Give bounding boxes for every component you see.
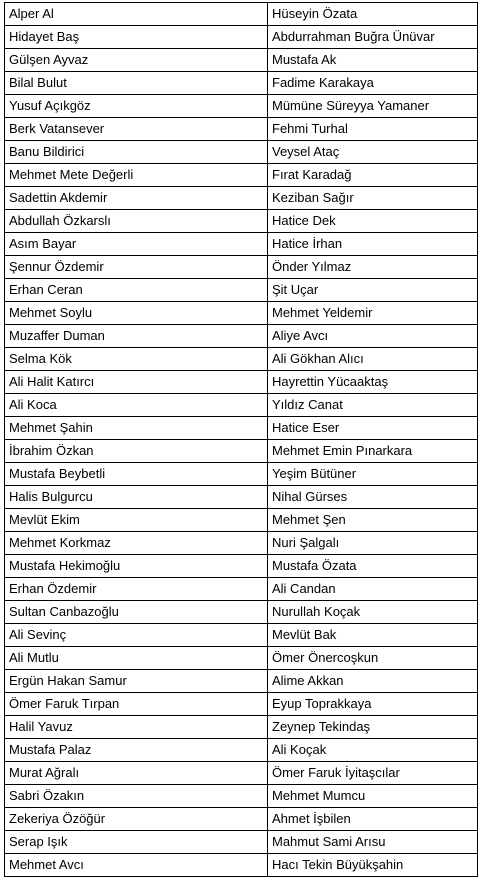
name-cell-left[interactable]: Ömer Faruk Tırpan (5, 693, 268, 716)
name-cell-right[interactable]: Şit Uçar (268, 279, 478, 302)
name-cell-left[interactable]: Mehmet Soylu (5, 302, 268, 325)
name-cell-left[interactable]: Gülşen Ayvaz (5, 49, 268, 72)
name-cell-right[interactable]: Ali Candan (268, 578, 478, 601)
name-cell-left[interactable]: Ali Sevinç (5, 624, 268, 647)
name-cell-left[interactable]: Ali Halit Katırcı (5, 371, 268, 394)
name-cell-left[interactable]: Halil Yavuz (5, 716, 268, 739)
name-cell-left[interactable]: Ergün Hakan Samur (5, 670, 268, 693)
name-cell-right[interactable]: Fadime Karakaya (268, 72, 478, 95)
name-cell-right[interactable]: Ömer Faruk İyitaşcılar (268, 762, 478, 785)
name-cell-left[interactable]: Erhan Özdemir (5, 578, 268, 601)
table-row (5, 601, 478, 624)
name-cell-left[interactable]: Mehmet Avcı (5, 854, 268, 877)
name-cell-left[interactable]: Mustafa Hekimoğlu (5, 555, 268, 578)
table-row (5, 348, 478, 371)
name-cell-left[interactable]: Serap Işık (5, 831, 268, 854)
name-cell-left[interactable]: Mustafa Beybetli (5, 463, 268, 486)
name-cell-right[interactable]: Fehmi Turhal (268, 118, 478, 141)
name-cell-right[interactable]: Zeynep Tekindaş (268, 716, 478, 739)
table-row (5, 509, 478, 532)
name-cell-left[interactable]: Bilal Bulut (5, 72, 268, 95)
table-row (5, 394, 478, 417)
name-cell-left[interactable]: Alper Al (5, 3, 268, 26)
name-cell-left[interactable]: Berk Vatansever (5, 118, 268, 141)
name-cell-right[interactable]: Yeşim Bütüner (268, 463, 478, 486)
name-cell-left[interactable]: Zekeriya Özöğür (5, 808, 268, 831)
table-row (5, 670, 478, 693)
name-cell-right[interactable]: Mehmet Emin Pınarkara (268, 440, 478, 463)
name-cell-right[interactable]: Hatice Eser (268, 417, 478, 440)
name-cell-right[interactable]: Alime Akkan (268, 670, 478, 693)
name-cell-left[interactable]: İbrahim Özkan (5, 440, 268, 463)
name-cell-right[interactable]: Mevlüt Bak (268, 624, 478, 647)
table-row (5, 555, 478, 578)
table-row (5, 325, 478, 348)
name-cell-left[interactable]: Ali Koca (5, 394, 268, 417)
name-cell-right[interactable]: Nihal Gürses (268, 486, 478, 509)
name-cell-left[interactable]: Yusuf Açıkgöz (5, 95, 268, 118)
name-cell-right[interactable]: Hüseyin Özata (268, 3, 478, 26)
table-row (5, 647, 478, 670)
table-row (5, 578, 478, 601)
table-row (5, 532, 478, 555)
table-row (5, 164, 478, 187)
name-cell-right[interactable]: Yıldız Canat (268, 394, 478, 417)
table-row (5, 210, 478, 233)
name-cell-right[interactable]: Mustafa Ak (268, 49, 478, 72)
name-cell-right[interactable]: Nuri Şalgalı (268, 532, 478, 555)
table-row (5, 233, 478, 256)
name-cell-right[interactable]: Fırat Karadağ (268, 164, 478, 187)
name-cell-right[interactable]: Ali Gökhan Alıcı (268, 348, 478, 371)
table-row (5, 279, 478, 302)
table-row (5, 256, 478, 279)
name-cell-right[interactable]: Ahmet İşbilen (268, 808, 478, 831)
name-cell-right[interactable]: Keziban Sağır (268, 187, 478, 210)
name-cell-right[interactable]: Hayrettin Yücaaktaş (268, 371, 478, 394)
name-cell-right[interactable]: Mustafa Özata (268, 555, 478, 578)
table-row (5, 187, 478, 210)
name-cell-left[interactable]: Murat Ağralı (5, 762, 268, 785)
table-row (5, 463, 478, 486)
name-cell-left[interactable]: Selma Kök (5, 348, 268, 371)
table-row (5, 302, 478, 325)
name-cell-right[interactable]: Mümüne Süreyya Yamaner (268, 95, 478, 118)
name-cell-right[interactable]: Hatice İrhan (268, 233, 478, 256)
names-table (4, 2, 478, 877)
name-cell-left[interactable]: Abdullah Özkarslı (5, 210, 268, 233)
name-cell-right[interactable]: Mehmet Mumcu (268, 785, 478, 808)
table-row (5, 808, 478, 831)
table-row (5, 440, 478, 463)
table-row (5, 693, 478, 716)
name-cell-right[interactable]: Ömer Önercoşkun (268, 647, 478, 670)
table-row (5, 624, 478, 647)
name-cell-left[interactable]: Sabri Özakın (5, 785, 268, 808)
table-row (5, 141, 478, 164)
name-cell-right[interactable]: Veysel Ataç (268, 141, 478, 164)
name-cell-left[interactable]: Şennur Özdemir (5, 256, 268, 279)
name-cell-right[interactable]: Abdurrahman Buğra Ünüvar (268, 26, 478, 49)
name-cell-right[interactable]: Mehmet Şen (268, 509, 478, 532)
name-cell-right[interactable]: Eyup Toprakkaya (268, 693, 478, 716)
name-cell-left[interactable]: Mehmet Mete Değerli (5, 164, 268, 187)
name-cell-left[interactable]: Banu Bildirici (5, 141, 268, 164)
table-row (5, 831, 478, 854)
table-row (5, 95, 478, 118)
name-cell-left[interactable]: Halis Bulgurcu (5, 486, 268, 509)
name-cell-left[interactable]: Asım Bayar (5, 233, 268, 256)
name-cell-right[interactable]: Nurullah Koçak (268, 601, 478, 624)
name-cell-left[interactable]: Mustafa Palaz (5, 739, 268, 762)
table-row (5, 486, 478, 509)
table-row (5, 785, 478, 808)
table-row (5, 762, 478, 785)
name-cell-left[interactable]: Hidayet Baş (5, 26, 268, 49)
name-cell-right[interactable]: Önder Yılmaz (268, 256, 478, 279)
name-cell-left[interactable]: Sultan Canbazoğlu (5, 601, 268, 624)
name-cell-left[interactable]: Mehmet Korkmaz (5, 532, 268, 555)
table-row (5, 716, 478, 739)
name-cell-right[interactable]: Hatice Dek (268, 210, 478, 233)
table-row (5, 49, 478, 72)
table-row (5, 118, 478, 141)
name-cell-left[interactable]: Ali Mutlu (5, 647, 268, 670)
name-cell-left[interactable]: Muzaffer Duman (5, 325, 268, 348)
name-cell-left[interactable]: Mehmet Şahin (5, 417, 268, 440)
table-row (5, 739, 478, 762)
table-row (5, 3, 478, 26)
table-row (5, 854, 478, 877)
name-cell-right[interactable]: Hacı Tekin Büyükşahin (268, 854, 478, 877)
name-cell-left[interactable]: Erhan Ceran (5, 279, 268, 302)
name-cell-left[interactable]: Mevlüt Ekim (5, 509, 268, 532)
name-cell-right[interactable]: Ali Koçak (268, 739, 478, 762)
name-cell-left[interactable]: Sadettin Akdemir (5, 187, 268, 210)
table-row (5, 417, 478, 440)
name-cell-right[interactable]: Aliye Avcı (268, 325, 478, 348)
table-row (5, 26, 478, 49)
table-row (5, 371, 478, 394)
table-row (5, 72, 478, 95)
name-cell-right[interactable]: Mahmut Sami Arısu (268, 831, 478, 854)
name-cell-right[interactable]: Mehmet Yeldemir (268, 302, 478, 325)
names-table-body (5, 3, 478, 877)
